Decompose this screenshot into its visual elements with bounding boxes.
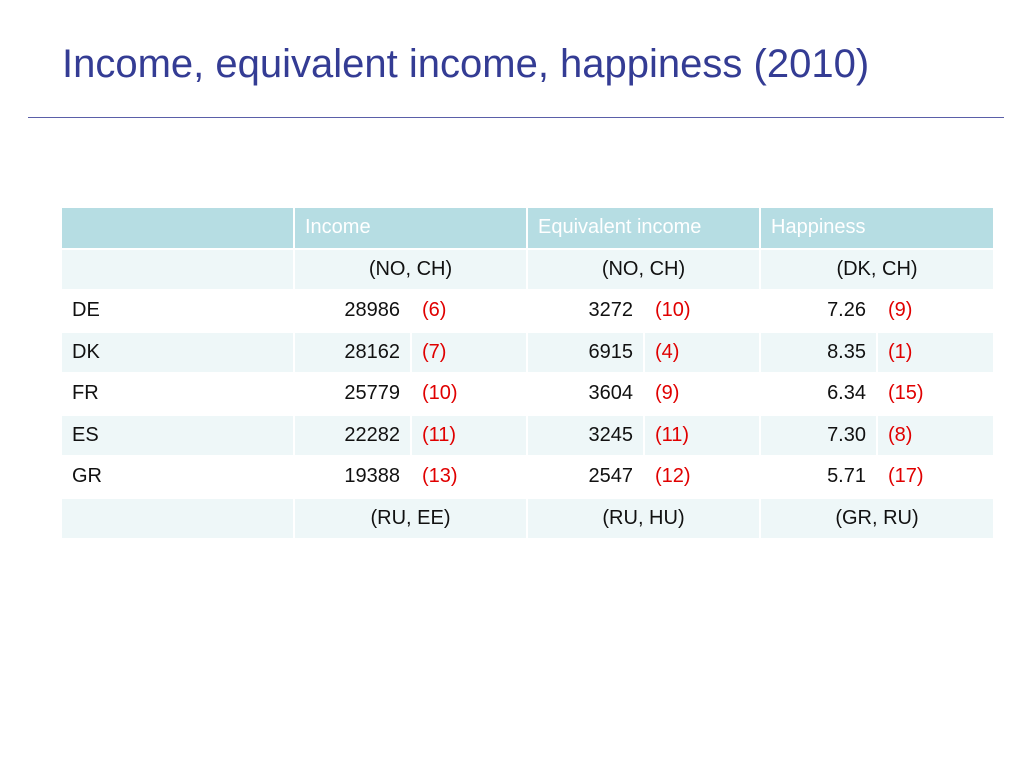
top-countries-row <box>61 249 994 291</box>
comparison-table <box>60 206 995 540</box>
header-equivalent-income: Equivalent income <box>527 207 760 249</box>
country-cell: DE <box>61 290 294 332</box>
country-cell: FR <box>61 373 294 415</box>
happiness-rank: (17) <box>877 456 994 498</box>
happiness-rank: (1) <box>877 332 994 374</box>
happiness-value: 5.71 <box>760 456 877 498</box>
income-value: 25779 <box>294 373 411 415</box>
equiv-rank: (9) <box>644 373 760 415</box>
income-rank: (6) <box>411 290 527 332</box>
equiv-value: 3604 <box>527 373 644 415</box>
happiness-value: 6.34 <box>760 373 877 415</box>
income-rank: (7) <box>411 332 527 374</box>
table-row <box>61 290 994 332</box>
bottom-label-empty <box>61 498 294 540</box>
country-cell: ES <box>61 415 294 457</box>
income-value: 28162 <box>294 332 411 374</box>
happiness-rank: (9) <box>877 290 994 332</box>
income-bottom-countries: (RU, EE) <box>294 498 527 540</box>
equiv-value: 2547 <box>527 456 644 498</box>
income-value: 28986 <box>294 290 411 332</box>
country-cell: DK <box>61 332 294 374</box>
income-top-countries: (NO, CH) <box>294 249 527 291</box>
header-happiness: Happiness <box>760 207 994 249</box>
title-divider <box>28 117 1004 118</box>
equiv-value: 3272 <box>527 290 644 332</box>
happiness-bottom-countries: (GR, RU) <box>760 498 994 540</box>
header-cell-empty <box>61 207 294 249</box>
income-value: 22282 <box>294 415 411 457</box>
country-cell: GR <box>61 456 294 498</box>
slide-title: Income, equivalent income, happiness (2010) <box>62 42 870 86</box>
income-value: 19388 <box>294 456 411 498</box>
equiv-rank: (10) <box>644 290 760 332</box>
table-row <box>61 415 994 457</box>
table-row <box>61 456 994 498</box>
table-row <box>61 373 994 415</box>
happiness-value: 8.35 <box>760 332 877 374</box>
table-header-row <box>61 207 994 249</box>
happiness-value: 7.30 <box>760 415 877 457</box>
equiv-rank: (11) <box>644 415 760 457</box>
happiness-rank: (8) <box>877 415 994 457</box>
equiv-value: 3245 <box>527 415 644 457</box>
happiness-rank: (15) <box>877 373 994 415</box>
income-rank: (11) <box>411 415 527 457</box>
income-rank: (13) <box>411 456 527 498</box>
equiv-rank: (12) <box>644 456 760 498</box>
table-row <box>61 332 994 374</box>
happiness-value: 7.26 <box>760 290 877 332</box>
income-rank: (10) <box>411 373 527 415</box>
equiv-rank: (4) <box>644 332 760 374</box>
equiv-value: 6915 <box>527 332 644 374</box>
top-label-empty <box>61 249 294 291</box>
happiness-top-countries: (DK, CH) <box>760 249 994 291</box>
equiv-top-countries: (NO, CH) <box>527 249 760 291</box>
header-income: Income <box>294 207 527 249</box>
bottom-countries-row <box>61 498 994 540</box>
equiv-bottom-countries: (RU, HU) <box>527 498 760 540</box>
